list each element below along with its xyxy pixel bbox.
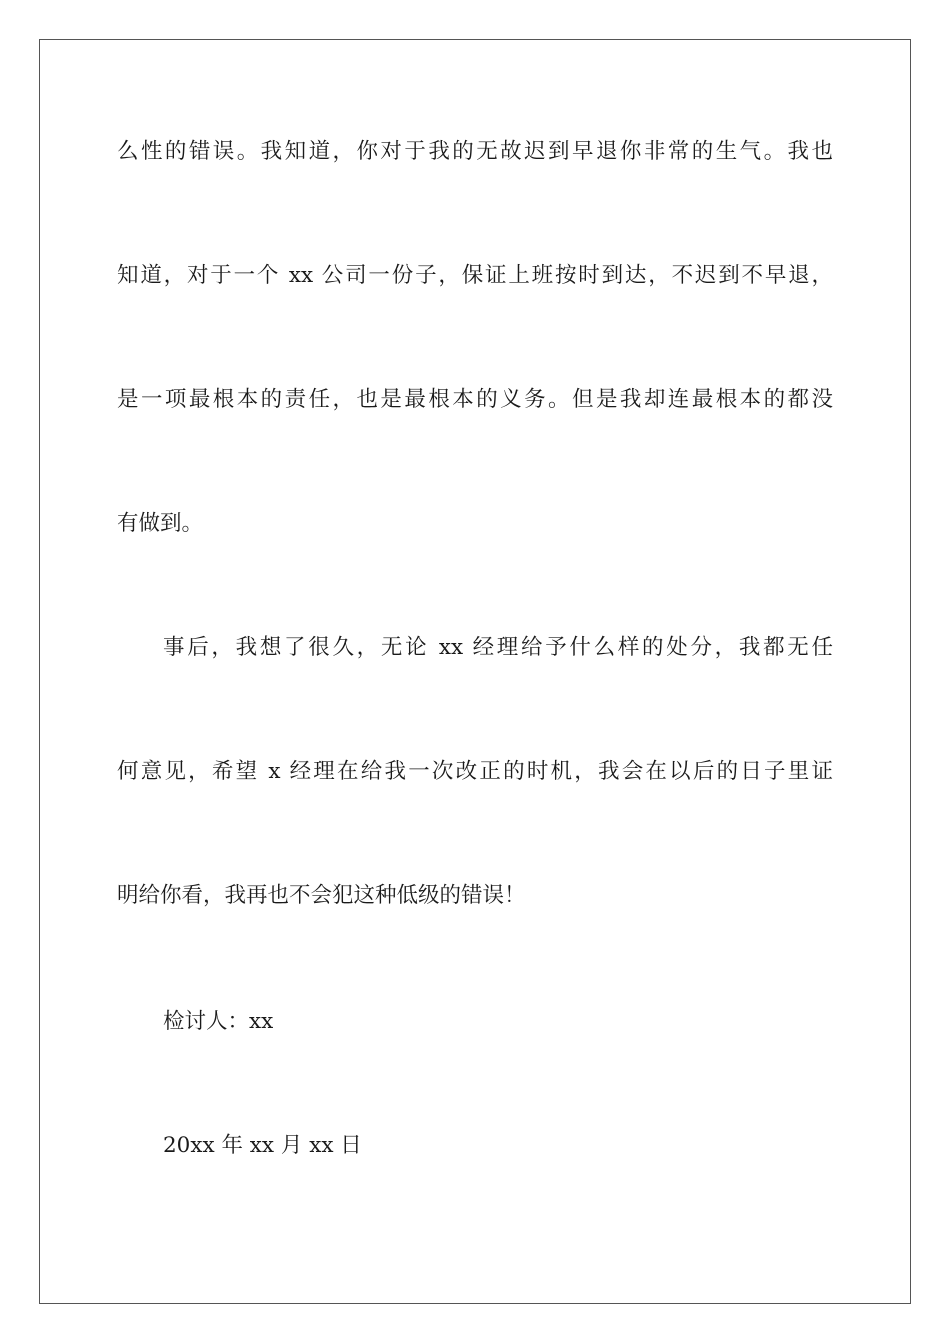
paragraph-line: 么性的错误。我知道，你对于我的无故迟到早退你非常的生气。我也 bbox=[117, 139, 833, 164]
paragraph-line: 知道，对于一个 xx 公司一份子，保证上班按时到达，不迟到不早退， bbox=[117, 263, 833, 288]
signature-line: 检讨人：xx bbox=[163, 1009, 274, 1034]
page-frame bbox=[39, 39, 911, 1304]
date-line: 20xx 年 xx 月 xx 日 bbox=[163, 1133, 362, 1158]
paragraph-line: 有做到。 bbox=[117, 511, 204, 536]
paragraph-line: 何意见，希望 x 经理在给我一次改正的时机，我会在以后的日子里证 bbox=[117, 759, 833, 784]
paragraph-line: 是一项最根本的责任，也是最根本的义务。但是我却连最根本的都没 bbox=[117, 387, 833, 412]
paragraph-line: 事后，我想了很久，无论 xx 经理给予什么样的处分，我都无任 bbox=[163, 635, 833, 660]
paragraph-line: 明给你看，我再也不会犯这种低级的错误！ bbox=[117, 883, 526, 908]
